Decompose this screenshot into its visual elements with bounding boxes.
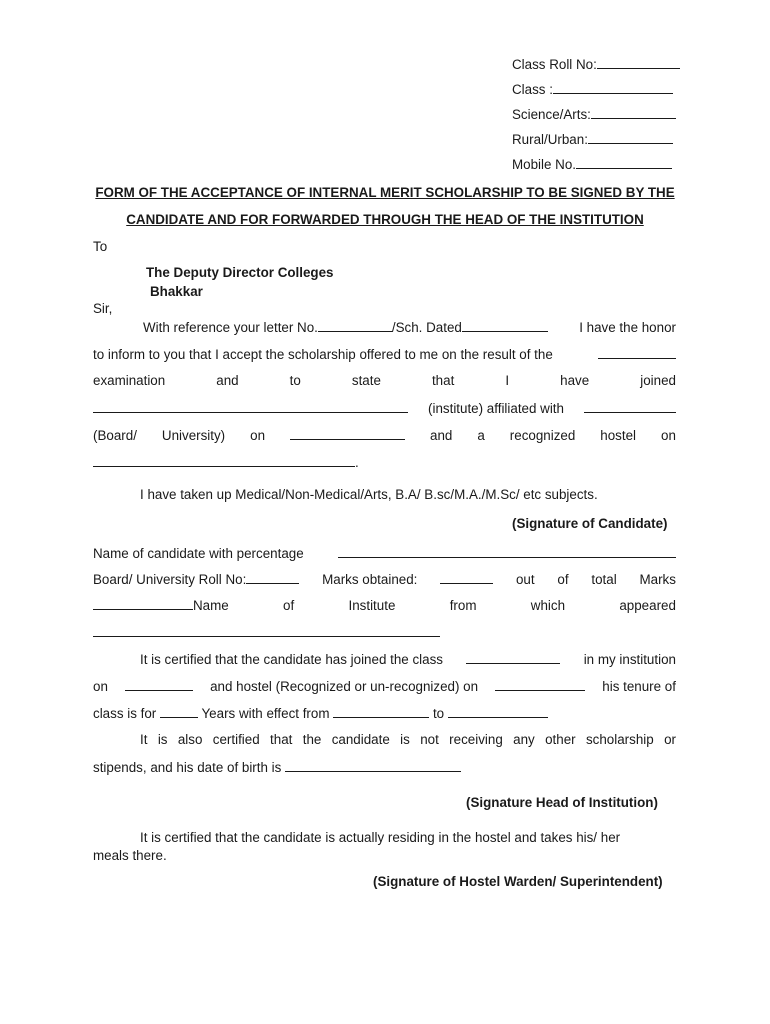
years-blank[interactable]	[160, 705, 198, 718]
science-arts-blank[interactable]	[591, 106, 676, 119]
word: the	[302, 732, 322, 747]
inform-text: to inform to you that I accept the scholarship offered to me on the result of the	[93, 347, 553, 362]
effect-from-blank[interactable]	[333, 705, 429, 718]
candidate-name-line	[93, 545, 676, 561]
joined-on-blank[interactable]	[125, 678, 193, 691]
head-cert-line-1	[140, 651, 676, 667]
word: Name	[193, 598, 229, 613]
dated-blank[interactable]	[462, 319, 548, 332]
name-percentage-blank[interactable]	[338, 545, 676, 558]
word: or	[664, 732, 676, 747]
word: on	[250, 428, 266, 443]
class-roll-no-label: Class Roll No:	[512, 57, 597, 72]
word: (Board/	[93, 428, 137, 443]
word: a	[477, 428, 485, 443]
in-my-institution-text: in my institution	[583, 652, 676, 667]
institute-name-line	[93, 597, 676, 613]
word: joined	[640, 373, 676, 388]
science-arts-label: Science/Arts:	[512, 107, 591, 122]
class-field	[512, 81, 673, 97]
signature-of-candidate: (Signature of Candidate)	[512, 516, 668, 531]
letter-line-5	[93, 427, 676, 443]
word: Marks	[639, 572, 676, 587]
rural-urban-blank[interactable]	[588, 131, 673, 144]
word: out	[515, 572, 535, 587]
salutation: Sir,	[93, 301, 113, 316]
roll-no-blank[interactable]	[246, 571, 299, 584]
word: also	[177, 732, 203, 747]
word: is	[157, 732, 168, 747]
sch-dated-text: /Sch. Dated	[391, 320, 462, 335]
word: and	[430, 428, 453, 443]
recipient-city: Bhakkar	[150, 284, 203, 299]
word: that	[270, 732, 293, 747]
with-reference-text: With reference your letter No.	[143, 320, 318, 335]
word: state	[351, 373, 381, 388]
word: and	[216, 373, 239, 388]
science-arts-field	[512, 106, 676, 122]
word: which	[530, 598, 566, 613]
word: that	[431, 373, 455, 388]
class-label: Class :	[512, 82, 553, 97]
on-text: on	[93, 679, 108, 694]
word: I	[505, 373, 510, 388]
letter-line-3	[93, 373, 676, 388]
word: any	[513, 732, 535, 747]
word: It	[140, 732, 148, 747]
word: from	[449, 598, 477, 613]
letter-line-4	[93, 400, 676, 416]
word: have	[560, 373, 590, 388]
rural-urban-field	[512, 131, 673, 147]
recipient: The Deputy Director Colleges	[146, 265, 334, 280]
name-percentage-label: Name of candidate with percentage	[93, 546, 304, 561]
institute-affiliated-text: (institute) affiliated with	[428, 401, 564, 416]
word: Institute	[348, 598, 396, 613]
word: not	[420, 732, 439, 747]
word: on	[661, 428, 676, 443]
signature-head-of-institution: (Signature Head of Institution)	[466, 795, 658, 810]
mobile-no-label: Mobile No.	[512, 157, 577, 172]
word: hostel	[600, 428, 637, 443]
word: is	[400, 732, 410, 747]
subjects-text: I have taken up Medical/Non-Medical/Arts, B.A/ B.sc/M.A./M.Sc/ etc subjects.	[140, 487, 598, 502]
letter-no-blank[interactable]	[318, 319, 392, 332]
effect-to-blank[interactable]	[448, 705, 548, 718]
head-cert-line-2	[93, 678, 676, 694]
rural-urban-label: Rural/Urban:	[512, 132, 588, 147]
to-label: To	[93, 239, 108, 254]
board-date-blank[interactable]	[290, 427, 405, 440]
joined-class-blank[interactable]	[466, 651, 560, 664]
date-of-birth-text: stipends, and his date of birth is	[93, 760, 282, 775]
institute-name-blank[interactable]	[93, 624, 440, 637]
word: University)	[161, 428, 226, 443]
head-cert-line-3	[93, 705, 548, 721]
years-effect-text: Years with effect from	[201, 706, 330, 721]
joined-class-text: It is certified that the candidate has joined the class	[140, 652, 443, 667]
word: recognized	[509, 428, 576, 443]
class-roll-no-blank[interactable]	[597, 56, 680, 69]
roll-marks-line	[93, 571, 676, 587]
letter-line-2	[93, 346, 676, 362]
word: other	[545, 732, 576, 747]
hostel-blank[interactable]	[93, 454, 355, 467]
head-cert-line-4	[140, 732, 676, 747]
head-cert-line-5	[93, 759, 461, 775]
result-of-blank[interactable]	[598, 346, 676, 359]
form-title-line2: CANDIDATE AND FOR FORWARDED THROUGH THE HEAD OF THE INSTITUTION	[126, 212, 644, 227]
letter-line-6	[93, 454, 359, 470]
mobile-no-field	[512, 156, 672, 172]
to-text: to	[432, 706, 445, 721]
board-roll-label: Board/ University Roll No:	[93, 572, 247, 587]
word: of	[283, 598, 295, 613]
word: examination	[93, 373, 166, 388]
word: appeared	[619, 598, 676, 613]
class-roll-no-field	[512, 56, 680, 72]
class-blank[interactable]	[553, 81, 673, 94]
marks-obtained-blank[interactable]	[440, 571, 493, 584]
marks-obtained-label: Marks obtained:	[322, 572, 418, 587]
date-of-birth-blank[interactable]	[285, 759, 461, 772]
form-title-line1: FORM OF THE ACCEPTANCE OF INTERNAL MERIT SCHOLARSHIP TO BE SIGNED BY THE	[95, 185, 675, 200]
warden-cert-line-2: meals there.	[93, 848, 167, 863]
word: receiving	[449, 732, 503, 747]
warden-cert-line-1: It is certified that the candidate is actually residing in the hostel and takes his/ her	[140, 830, 621, 845]
word: of	[557, 572, 569, 587]
tenure-text: his tenure of	[602, 679, 676, 694]
word: total	[591, 572, 617, 587]
word: scholarship	[585, 732, 654, 747]
total-marks-blank[interactable]	[93, 597, 193, 610]
mobile-no-blank[interactable]	[576, 156, 672, 169]
word: to	[289, 373, 301, 388]
hostel-on-blank[interactable]	[495, 678, 585, 691]
institute-name-blank-line	[93, 624, 440, 640]
institute-blank[interactable]	[93, 400, 408, 413]
letter-line-1	[143, 319, 676, 335]
class-is-for-text: class is for	[93, 706, 157, 721]
affiliated-with-blank[interactable]	[584, 400, 676, 413]
have-honor-text: I have the honor	[579, 320, 676, 335]
hostel-recognized-text: and hostel (Recognized or un-recognized) on	[210, 679, 479, 694]
period: .	[355, 455, 359, 470]
word: certified	[212, 732, 260, 747]
signature-hostel-warden: (Signature of Hostel Warden/ Superintendent)	[373, 874, 663, 889]
word: candidate	[331, 732, 390, 747]
